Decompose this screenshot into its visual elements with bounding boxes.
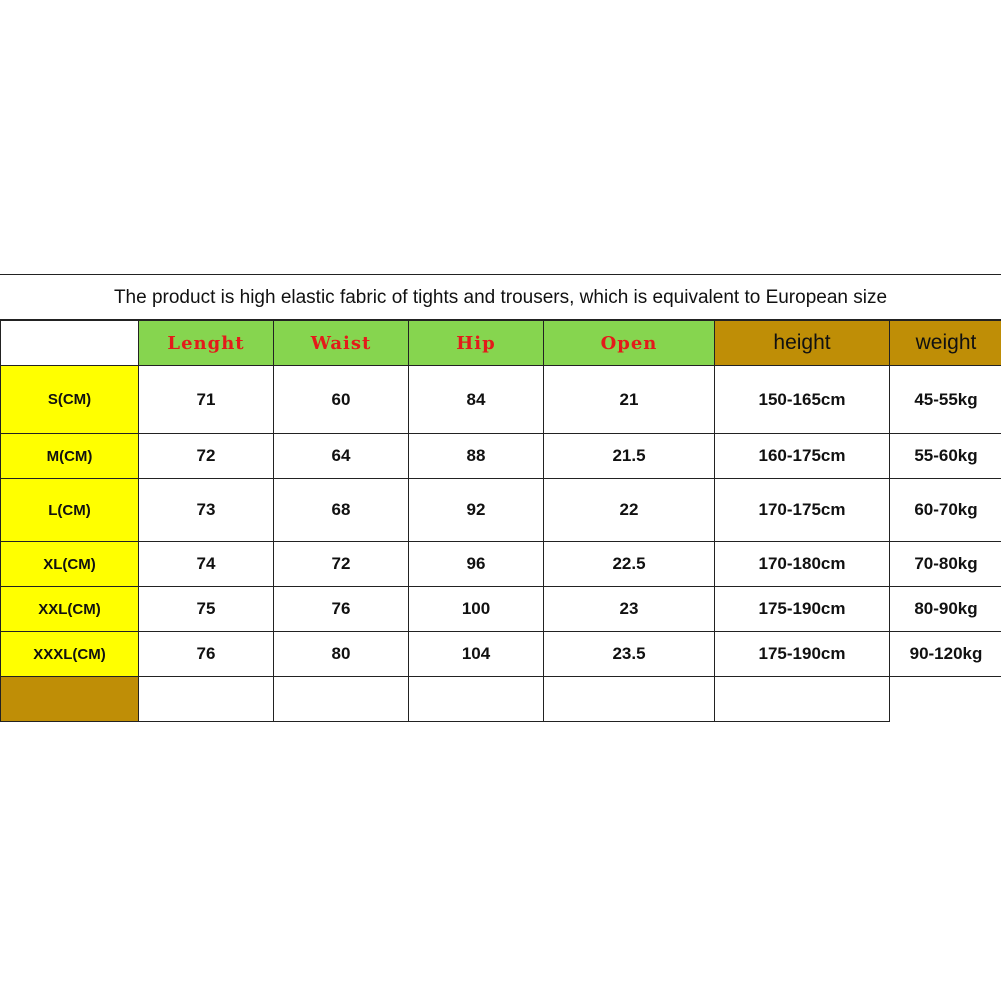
empty-cell — [139, 677, 274, 722]
waist-cell: 64 — [274, 434, 409, 479]
size-chart — [0, 274, 1001, 723]
open-cell: 23.5 — [544, 632, 715, 677]
size-label: L(CM) — [1, 479, 139, 542]
empty-cell — [715, 677, 890, 722]
weight-cell: 55-60kg — [890, 434, 1001, 479]
size-chart-caption: The product is high elastic fabric of tights and trousers, which is equivalent to European size — [0, 274, 1001, 320]
empty-cell — [409, 677, 544, 722]
header-row — [1, 321, 1001, 366]
waist-cell: 76 — [274, 587, 409, 632]
header-weight: weight — [890, 321, 1001, 366]
open-cell: 22.5 — [544, 542, 715, 587]
length-cell: 72 — [139, 434, 274, 479]
height-cell: 175-190cm — [715, 632, 890, 677]
waist-cell: 72 — [274, 542, 409, 587]
weight-cell: 90-120kg — [890, 632, 1001, 677]
header-open: Open — [544, 321, 715, 366]
size-label: S(CM) — [1, 366, 139, 434]
length-cell: 73 — [139, 479, 274, 542]
header-height: height — [715, 321, 890, 366]
open-cell: 21 — [544, 366, 715, 434]
height-cell: 170-180cm — [715, 542, 890, 587]
table-row — [1, 434, 1001, 479]
height-cell: 170-175cm — [715, 479, 890, 542]
table-row — [1, 479, 1001, 542]
weight-cell: 60-70kg — [890, 479, 1001, 542]
hip-cell: 92 — [409, 479, 544, 542]
hip-cell: 88 — [409, 434, 544, 479]
table-row — [1, 587, 1001, 632]
length-cell: 75 — [139, 587, 274, 632]
height-cell: 175-190cm — [715, 587, 890, 632]
size-label: XL(CM) — [1, 542, 139, 587]
empty-cell — [890, 677, 1001, 722]
weight-cell: 80-90kg — [890, 587, 1001, 632]
size-label: XXL(CM) — [1, 587, 139, 632]
size-table — [0, 320, 1001, 722]
hip-cell: 84 — [409, 366, 544, 434]
length-cell: 71 — [139, 366, 274, 434]
length-cell: 74 — [139, 542, 274, 587]
length-cell: 76 — [139, 632, 274, 677]
empty-cell — [274, 677, 409, 722]
open-cell: 23 — [544, 587, 715, 632]
hip-cell: 104 — [409, 632, 544, 677]
table-row — [1, 366, 1001, 434]
hip-cell: 96 — [409, 542, 544, 587]
empty-size-cell — [1, 677, 139, 722]
header-corner — [1, 321, 139, 366]
size-label: XXXL(CM) — [1, 632, 139, 677]
height-cell: 160-175cm — [715, 434, 890, 479]
header-hip: Hip — [409, 321, 544, 366]
header-waist: Waist — [274, 321, 409, 366]
table-row — [1, 632, 1001, 677]
waist-cell: 68 — [274, 479, 409, 542]
weight-cell: 70-80kg — [890, 542, 1001, 587]
table-row-empty — [1, 677, 1001, 722]
open-cell: 22 — [544, 479, 715, 542]
waist-cell: 80 — [274, 632, 409, 677]
open-cell: 21.5 — [544, 434, 715, 479]
waist-cell: 60 — [274, 366, 409, 434]
table-row — [1, 542, 1001, 587]
empty-cell — [544, 677, 715, 722]
size-label: M(CM) — [1, 434, 139, 479]
header-length: Lenght — [139, 321, 274, 366]
height-cell: 150-165cm — [715, 366, 890, 434]
weight-cell: 45-55kg — [890, 366, 1001, 434]
hip-cell: 100 — [409, 587, 544, 632]
